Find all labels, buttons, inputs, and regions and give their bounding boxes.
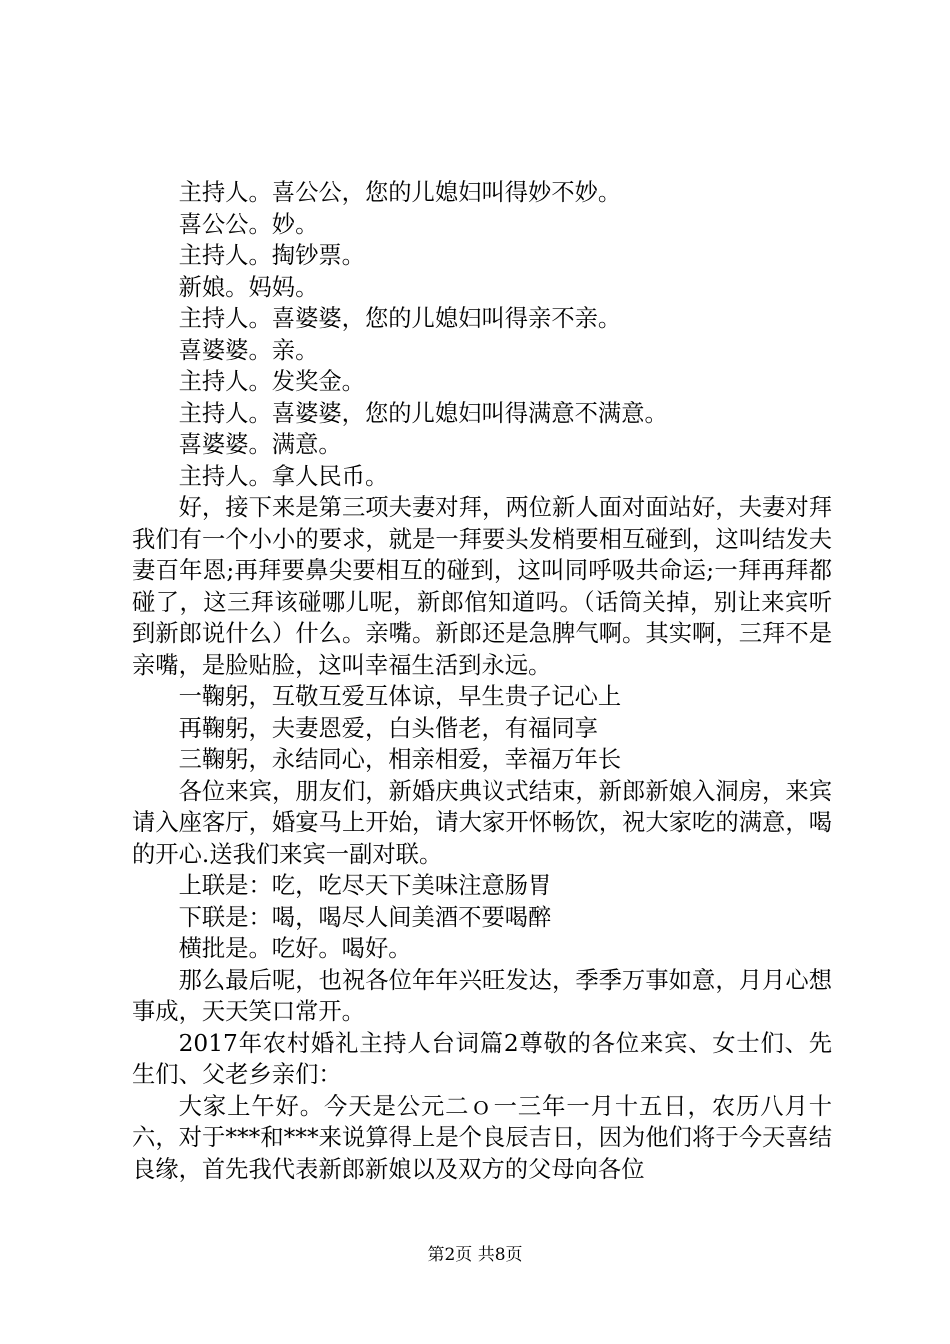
paragraph: 喜婆婆。亲。	[178, 336, 319, 364]
paragraph: 喜婆婆。满意。	[178, 431, 342, 458]
page-number-footer: 第2页 共8页	[427, 1245, 523, 1265]
paragraph: 各位来宾，朋友们，新婚庆典议式结束，新郎新娘入洞房，来宾请入座客厅，婚宴马上开始，请大家开怀畅饮，祝大家吃的满意，喝的开心.送我们来宾一副对联。	[132, 777, 832, 868]
paragraph: 新娘。妈妈。	[178, 273, 319, 301]
paragraph: 再鞠躬，夫妻恩爱，白头偕老，有福同享	[178, 714, 598, 742]
paragraph: 一鞠躬，互敬互爱互体谅，早生贵子记心上	[178, 683, 622, 710]
paragraph: 下联是：喝，喝尽人间美酒不要喝醉	[178, 903, 552, 931]
paragraph: 那么最后呢，也祝各位年年兴旺发达，季季万事如意，月月心想事成，天天笑口常开。	[132, 966, 832, 1025]
paragraph: 喜公公。妙。	[178, 210, 319, 238]
paragraph: 三鞠躬，永结同心，相亲相爱，幸福万年长	[178, 746, 622, 773]
paragraph: 主持人。喜婆婆，您的儿媳妇叫得亲不亲。	[178, 305, 622, 332]
paragraph: 大家上午好。今天是公元二ｏ一三年一月十五日，农历八月十六，对于***和***来说算得上是个良辰吉日，因为他们将于今天喜结良缘，首先我代表新郎新娘以及双方的父母向各位	[132, 1092, 832, 1183]
paragraph: 主持人。发奖金。	[178, 368, 365, 395]
paragraph: 横批是。吃好。喝好。	[178, 935, 412, 962]
paragraph: 主持人。掏钞票。	[178, 242, 365, 269]
paragraph: 主持人。拿人民币。	[178, 462, 389, 490]
paragraph: 2017年农村婚礼主持人台词篇2尊敬的各位来宾、女士们、先生们、父老乡亲们：	[132, 1029, 832, 1088]
paragraph: 主持人。喜婆婆，您的儿媳妇叫得满意不满意。	[178, 399, 668, 427]
document-body	[132, 177, 832, 1185]
paragraph: 主持人。喜公公，您的儿媳妇叫得妙不妙。	[178, 179, 622, 206]
paragraph: 好，接下来是第三项夫妻对拜，两位新人面对面站好，夫妻对拜我们有一个小小的要求，就是一拜要头发梢要相互碰到，这叫结发夫妻百年恩;再拜要鼻尖要相互的碰到，这叫同呼吸共命运;一拜再拜都碰了，这三拜该碰哪儿呢，新郎倌知道吗。（话筒关掉，别让来宾听到新郎说什么）什么。亲嘴。新郎还是急脾气啊。其实啊，三拜不是亲嘴，是脸贴脸，这叫幸福生活到永远。	[132, 494, 832, 679]
paragraph: 上联是：吃，吃尽天下美味注意肠胃	[178, 872, 552, 899]
